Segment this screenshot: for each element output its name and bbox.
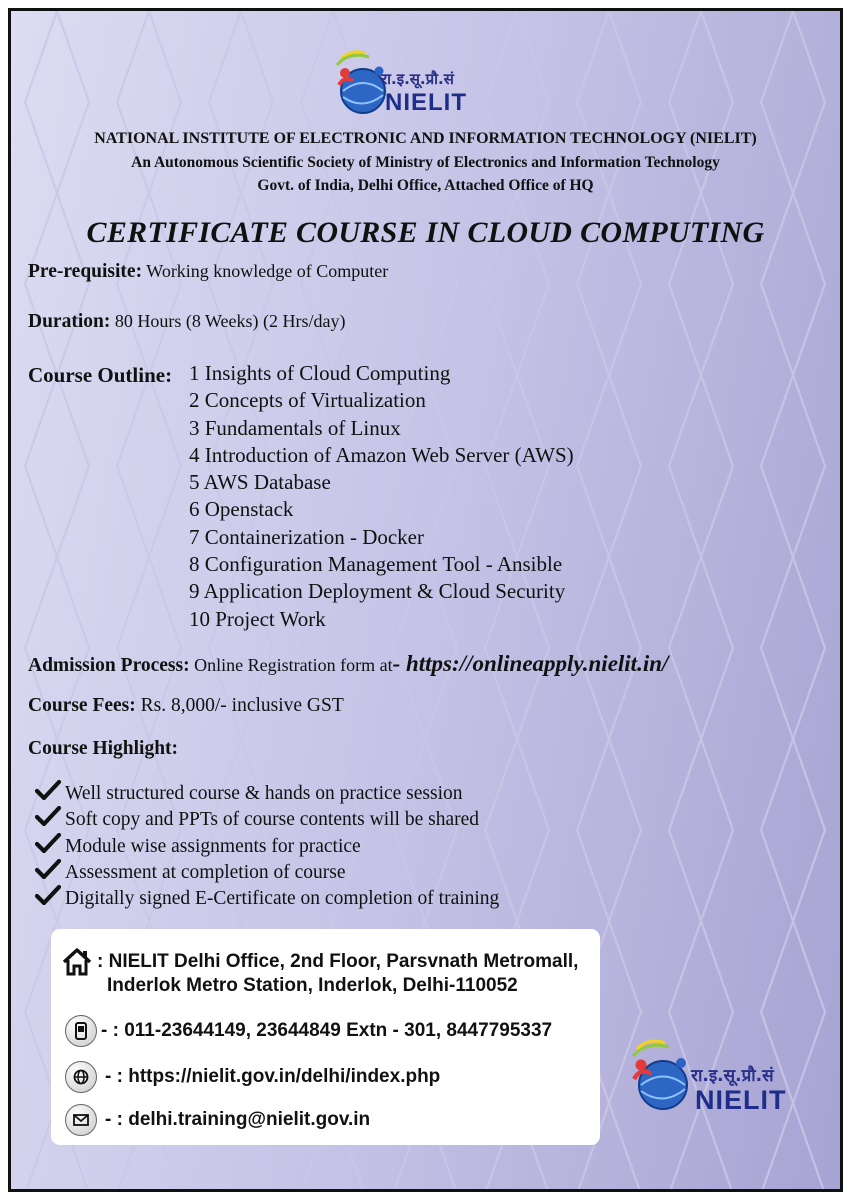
envelope-icon xyxy=(65,1104,97,1136)
flyer xyxy=(8,8,843,1192)
admission-url-link[interactable]: - https://onlineapply.nielit.in/ xyxy=(392,651,669,676)
highlights-label: Course Highlight: xyxy=(28,738,179,759)
checkmark-icon xyxy=(35,859,61,887)
address-line-2: Inderlok Metro Station, Inderlok, Delhi-110052 xyxy=(107,975,518,996)
admission-row xyxy=(28,651,668,677)
fees-row xyxy=(28,695,344,717)
globe-icon xyxy=(65,1061,97,1093)
outline-item: 3 Fundamentals of Linux xyxy=(189,415,401,440)
outline-item: 4 Introduction of Amazon Web Server (AWS) xyxy=(189,442,574,467)
admission-value: Online Registration form at xyxy=(194,655,393,675)
home-icon xyxy=(61,947,93,977)
outline-item: 10 Project Work xyxy=(189,606,326,631)
logo-hindi-text: रा.इ.सू.प्रौ.सं xyxy=(381,70,454,88)
address-row-2 xyxy=(107,975,518,997)
outline-item: 8 Configuration Management Tool - Ansible xyxy=(189,552,563,577)
prerequisite-row xyxy=(28,261,388,283)
checkmark-icon xyxy=(35,806,61,834)
outline-item: 5 AWS Database xyxy=(189,470,331,495)
duration-value: 80 Hours (8 Weeks) (2 Hrs/day) xyxy=(114,311,346,331)
course-outline-list xyxy=(189,360,574,633)
highlight-text: Soft copy and PPTs of course contents will be shared xyxy=(65,809,480,831)
outline-item: 9 Application Deployment & Cloud Security xyxy=(189,579,566,604)
logo-name-text: NIELIT xyxy=(385,89,467,116)
highlight-item xyxy=(35,807,499,833)
highlight-text: Module wise assignments for practice xyxy=(65,835,361,857)
prerequisite-value: Working knowledge of Computer xyxy=(146,261,389,281)
phone-row xyxy=(65,1015,552,1047)
highlight-item xyxy=(35,781,499,807)
fees-value: Rs. 8,000/- inclusive GST xyxy=(140,695,344,716)
email-link[interactable]: - : delhi.training@nielit.gov.in xyxy=(105,1109,371,1130)
checkmark-icon xyxy=(35,885,61,913)
logo-hindi-text: रा.इ.सू.प्रौ.सं xyxy=(691,1066,774,1086)
course-outline-label: Course Outline: xyxy=(28,363,173,387)
logo-name-text: NIELIT xyxy=(695,1085,787,1115)
highlight-item xyxy=(35,886,499,912)
highlight-item xyxy=(35,860,499,886)
institute-name: NATIONAL INSTITUTE OF ELECTRONIC AND INFORMATION TECHNOLOGY (NIELIT) xyxy=(94,130,757,147)
highlight-item xyxy=(35,834,499,860)
nielit-logo-top xyxy=(329,45,479,117)
highlight-text: Digitally signed E-Certificate on completion of training xyxy=(65,888,500,910)
checkmark-icon xyxy=(35,780,61,808)
outline-item: 2 Concepts of Virtualization xyxy=(189,388,426,413)
institute-subtitle: An Autonomous Scientific Society of Ministry of Electronics and Information Technology xyxy=(131,154,720,171)
duration-label: Duration: xyxy=(28,311,111,332)
phone-numbers[interactable]: - : 011-23644149, 23644849 Extn - 301, 8447795337 xyxy=(101,1020,553,1041)
contact-box xyxy=(51,929,600,1145)
email-row xyxy=(65,1104,370,1136)
website-link[interactable]: - : https://nielit.gov.in/delhi/index.php xyxy=(105,1066,441,1087)
address-line-1: : NIELIT Delhi Office, 2nd Floor, Parsvnath Metromall, xyxy=(97,951,579,972)
institute-office: Govt. of India, Delhi Office, Attached Office of HQ xyxy=(257,177,594,194)
prerequisite-label: Pre-requisite: xyxy=(28,261,143,282)
outline-item: 7 Containerization - Docker xyxy=(189,524,424,549)
course-title: CERTIFICATE COURSE IN CLOUD COMPUTING xyxy=(86,216,765,249)
outline-item: 1 Insights of Cloud Computing xyxy=(189,361,451,385)
outline-item: 6 Openstack xyxy=(189,497,294,522)
fees-label: Course Fees: xyxy=(28,695,136,716)
highlights-heading-row xyxy=(28,738,178,760)
admission-label: Admission Process: xyxy=(28,655,190,676)
website-row xyxy=(65,1061,440,1093)
highlights-list xyxy=(35,781,499,912)
nielit-logo-bottom xyxy=(623,1035,798,1113)
highlight-text: Well structured course & hands on practice session xyxy=(65,783,463,805)
duration-row xyxy=(28,311,346,333)
address-row xyxy=(61,947,578,977)
checkmark-icon xyxy=(35,833,61,861)
mobile-phone-icon xyxy=(65,1015,97,1047)
highlight-text: Assessment at completion of course xyxy=(65,862,346,884)
